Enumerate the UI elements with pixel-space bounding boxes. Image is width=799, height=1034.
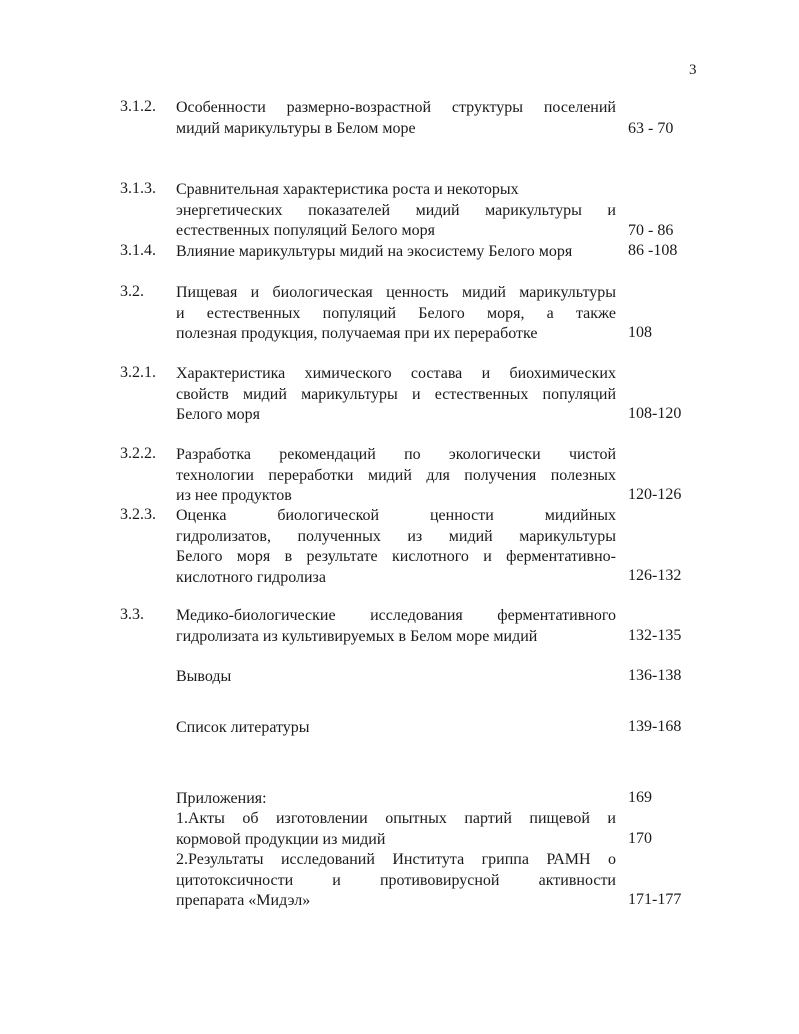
section-title <box>176 667 616 688</box>
page-range: 126-132 <box>628 567 682 584</box>
title-line: Список литературы <box>176 719 310 736</box>
page-range: 170 <box>628 830 652 847</box>
title-line: и естественных популяций Белого моря, а также <box>176 304 616 322</box>
page-range: 169 <box>628 789 652 806</box>
title-line: кислотного гидролиза <box>176 568 326 586</box>
section-number: 3.2.2. <box>120 445 156 462</box>
section-number: 3.1.4. <box>120 242 156 259</box>
title-line: естественных популяций Белого моря <box>176 222 435 239</box>
section-title <box>176 283 616 345</box>
title-line: Оценка биологической ценности мидийных <box>176 507 616 524</box>
title-line: Разработка рекомендаций по экологически чистой <box>176 446 616 463</box>
page-range: 132-135 <box>628 627 682 644</box>
section-title <box>176 506 616 588</box>
section-title <box>176 606 616 647</box>
section-title <box>176 718 616 739</box>
page-range: 63 - 70 <box>628 120 674 137</box>
section-title <box>176 242 616 263</box>
appendix-item-text <box>176 850 616 912</box>
title-line: полезная продукция, получаемая при их переработке <box>176 325 538 342</box>
page-range: 70 - 86 <box>628 222 674 239</box>
title-line: Белого моря <box>176 406 260 423</box>
title-line: препарата «Мидэл» <box>176 892 311 909</box>
page-range: 139-168 <box>628 718 682 735</box>
title-line: Характеристика химического состава и биохимических <box>176 365 616 382</box>
section-number: 3.3. <box>120 606 144 623</box>
section-number: 3.2. <box>120 283 144 300</box>
section-number: 3.1.2. <box>120 98 156 115</box>
title-line: Особенности размерно-возрастной структуры поселений <box>176 99 616 116</box>
section-title <box>176 445 616 507</box>
title-line: из нее продуктов <box>176 487 292 504</box>
title-line: гидролизата из культивируемых в Белом море мидий <box>176 627 538 645</box>
title-line: Сравнительная характеристика роста и некоторых <box>176 181 519 198</box>
appendix-title-text: Приложения: <box>176 790 267 807</box>
section-number: 3.1.3. <box>120 180 156 197</box>
page-range: 171-177 <box>628 891 682 908</box>
section-title <box>176 180 616 242</box>
title-line: Пищевая и биологическая ценность мидий марикультуры <box>176 284 616 301</box>
page-number: 3 <box>689 62 697 78</box>
section-number: 3.2.1. <box>120 364 156 381</box>
title-line: мидий марикультуры в Белом море <box>176 119 416 137</box>
appendix-item-text <box>176 809 616 850</box>
page-range: 86 -108 <box>628 242 678 259</box>
page-range: 108-120 <box>628 405 682 422</box>
title-line: Белого моря в результате кислотного и ферментативно- <box>176 548 616 565</box>
section-title <box>176 364 616 426</box>
title-line: цитотоксичности и противовирусной активности <box>176 871 616 889</box>
title-line: энергетических показателей мидий марикультуры и <box>176 201 616 219</box>
title-line: Медико-биологические исследования ферментативного <box>176 607 616 624</box>
section-number: 3.2.3. <box>120 506 156 523</box>
page-range: 120-126 <box>628 486 682 503</box>
title-line: Влияние марикультуры мидий на экосистему Белого моря <box>176 243 573 260</box>
title-line: технологии переработки мидий для получения полезных <box>176 466 616 484</box>
title-line: кормовой продукции из мидий <box>176 830 386 848</box>
title-line: Выводы <box>176 668 232 685</box>
title-line: 1.Акты об изготовлении опытных партий пищевой и <box>176 810 616 827</box>
page-range: 136-138 <box>628 667 682 684</box>
title-line: гидролизатов, полученных из мидий марикультуры <box>176 527 616 545</box>
section-title <box>176 98 616 139</box>
page-range: 108 <box>628 324 652 341</box>
title-line: 2.Результаты исследований Института гриппа РАМН о <box>176 851 616 868</box>
appendix-title <box>176 789 616 810</box>
title-line: свойств мидий марикультуры и естественных популяций <box>176 385 616 403</box>
